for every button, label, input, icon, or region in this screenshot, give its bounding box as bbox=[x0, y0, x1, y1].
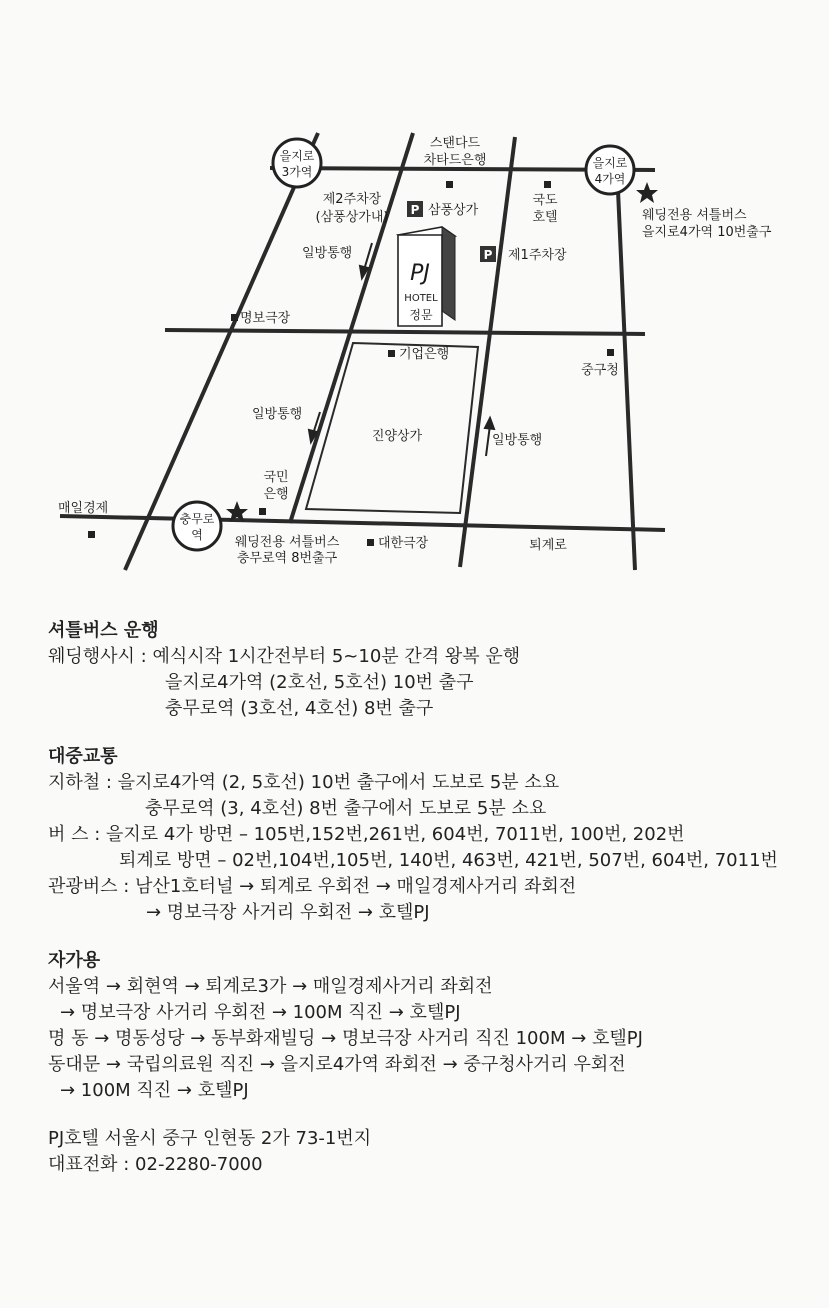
parking-icon bbox=[407, 201, 423, 217]
gukdo-hotel-label-1: 국도 bbox=[532, 193, 558, 208]
svg-text:P: P bbox=[410, 203, 420, 217]
junggu-office-label: 중구청 bbox=[581, 363, 619, 378]
west-diagonal-road bbox=[125, 133, 318, 570]
parking1-label: 제1주차장 bbox=[508, 248, 567, 263]
tour-bus-line-2: → 명보극장 사거리 우회전 → 호텔PJ bbox=[146, 902, 430, 923]
car-line-4: 동대문 → 국립의료원 직진 → 을지로4가역 좌회전 → 중구청사거리 우회전 bbox=[48, 1054, 626, 1075]
hotel-phone: 대표전화 : 02-2280-7000 bbox=[48, 1154, 263, 1175]
hotel-address: PJ호텔 서울시 중구 인현동 2가 73-1번지 bbox=[48, 1128, 372, 1149]
hotel-name: HOTEL bbox=[404, 293, 438, 304]
station-euljiro3-line2: 3가역 bbox=[281, 165, 313, 179]
landmark-markers bbox=[88, 181, 614, 546]
myeongbo-label: 명보극장 bbox=[240, 311, 291, 326]
kookmin-label-2: 은행 bbox=[263, 487, 289, 502]
toegyero-label: 퇴계로 bbox=[529, 538, 567, 553]
sampung-label: 삼풍상가 bbox=[428, 203, 479, 218]
hotel-logo: PJ bbox=[410, 261, 430, 286]
car-line-3: 명 동 → 명동성당 → 동부화재빌딩 → 명보극장 사거리 직진 100M → 호텔PJ bbox=[48, 1028, 643, 1049]
oneway-label: 일방통행 bbox=[252, 407, 303, 422]
far-east-road bbox=[617, 168, 635, 570]
gukdo-hotel-label-2: 호텔 bbox=[532, 210, 558, 225]
car-line-2: → 명보극장 사거리 우회전 → 100M 직진 → 호텔PJ bbox=[60, 1002, 461, 1023]
station-chungmuro-line1: 충무로 bbox=[179, 512, 215, 526]
shuttle-chungmuro-label-2: 충무로역 8번출구 bbox=[236, 551, 338, 566]
oneway-label: 일방통행 bbox=[492, 433, 543, 448]
station-euljiro3 bbox=[273, 139, 321, 187]
subway-line-1: 지하철 : 을지로4가역 (2, 5호선) 10번 출구에서 도보로 5분 소요 bbox=[48, 772, 560, 793]
daehan-label: 대한극장 bbox=[378, 536, 429, 551]
shuttle-euljiro-label-2: 을지로4가역 10번출구 bbox=[642, 225, 772, 240]
parking2-label-1: 제2주차장 bbox=[322, 192, 382, 207]
station-chungmuro-line2: 역 bbox=[191, 528, 203, 542]
shuttle-line-1: 웨딩행사시 : 예식시작 1시간전부터 5~10분 간격 왕복 운행 bbox=[48, 646, 521, 667]
myeongbo-street bbox=[165, 330, 645, 334]
car-title: 자가용 bbox=[48, 950, 101, 971]
station-euljiro4 bbox=[586, 146, 634, 194]
subway-line-2: 충무로역 (3, 4호선) 8번 출구에서 도보로 5분 소요 bbox=[145, 798, 547, 819]
shuttle-line-2: 을지로4가역 (2호선, 5호선) 10번 출구 bbox=[165, 672, 474, 693]
main-gate-label: 정문 bbox=[409, 308, 433, 322]
standard-chartered-label-2: 차타드은행 bbox=[423, 153, 487, 168]
bus-line-2: 퇴계로 방면 – 02번,104번,105번, 140번, 463번, 421번, 507번, 604번, 7011번 bbox=[119, 850, 778, 871]
station-euljiro4-line2: 4가역 bbox=[594, 172, 626, 186]
kookmin-label-1: 국민 bbox=[263, 470, 289, 485]
car-line-5: → 100M 직진 → 호텔PJ bbox=[60, 1080, 249, 1101]
shuttle-chungmuro-label-1: 웨딩전용 셔틀버스 bbox=[234, 535, 340, 550]
maeil-label: 매일경제 bbox=[58, 501, 109, 516]
east-road bbox=[460, 137, 515, 567]
parking2-label-2: (삼풍상가내) bbox=[315, 210, 389, 225]
ibk-label: 기업은행 bbox=[399, 347, 450, 362]
shuttle-line-3: 충무로역 (3호선, 4호선) 8번 출구 bbox=[165, 698, 434, 719]
shuttle-title: 셔틀버스 운행 bbox=[48, 620, 159, 641]
oneway-label: 일방통행 bbox=[302, 246, 353, 261]
location-map bbox=[0, 0, 829, 600]
toegyero-street bbox=[60, 516, 665, 530]
station-euljiro4-line1: 을지로 bbox=[592, 156, 628, 170]
tour-bus-line-1: 관광버스 : 남산1호터널 → 퇴계로 우회전 → 매일경제사거리 좌회전 bbox=[48, 876, 577, 897]
jinyang-block bbox=[306, 343, 478, 513]
standard-chartered-label-1: 스탠다드 bbox=[429, 136, 481, 151]
parking-icon bbox=[480, 246, 496, 262]
jinyang-label: 진양상가 bbox=[371, 429, 423, 444]
shuttle-euljiro-label-1: 웨딩전용 셔틀버스 bbox=[642, 208, 747, 223]
bus-line-1: 버 스 : 을지로 4가 방면 – 105번,152번,261번, 604번, 7011번, 100번, 202번 bbox=[48, 824, 685, 845]
station-euljiro3-line1: 을지로 bbox=[279, 149, 315, 163]
car-line-1: 서울역 → 회현역 → 퇴계로3가 → 매일경제사거리 좌회전 bbox=[48, 976, 493, 997]
shuttle-stop-star-icon bbox=[636, 182, 658, 203]
station-chungmuro bbox=[173, 502, 221, 550]
transit-title: 대중교통 bbox=[48, 746, 118, 767]
directions-info bbox=[48, 618, 818, 1178]
svg-text:P: P bbox=[483, 248, 493, 262]
